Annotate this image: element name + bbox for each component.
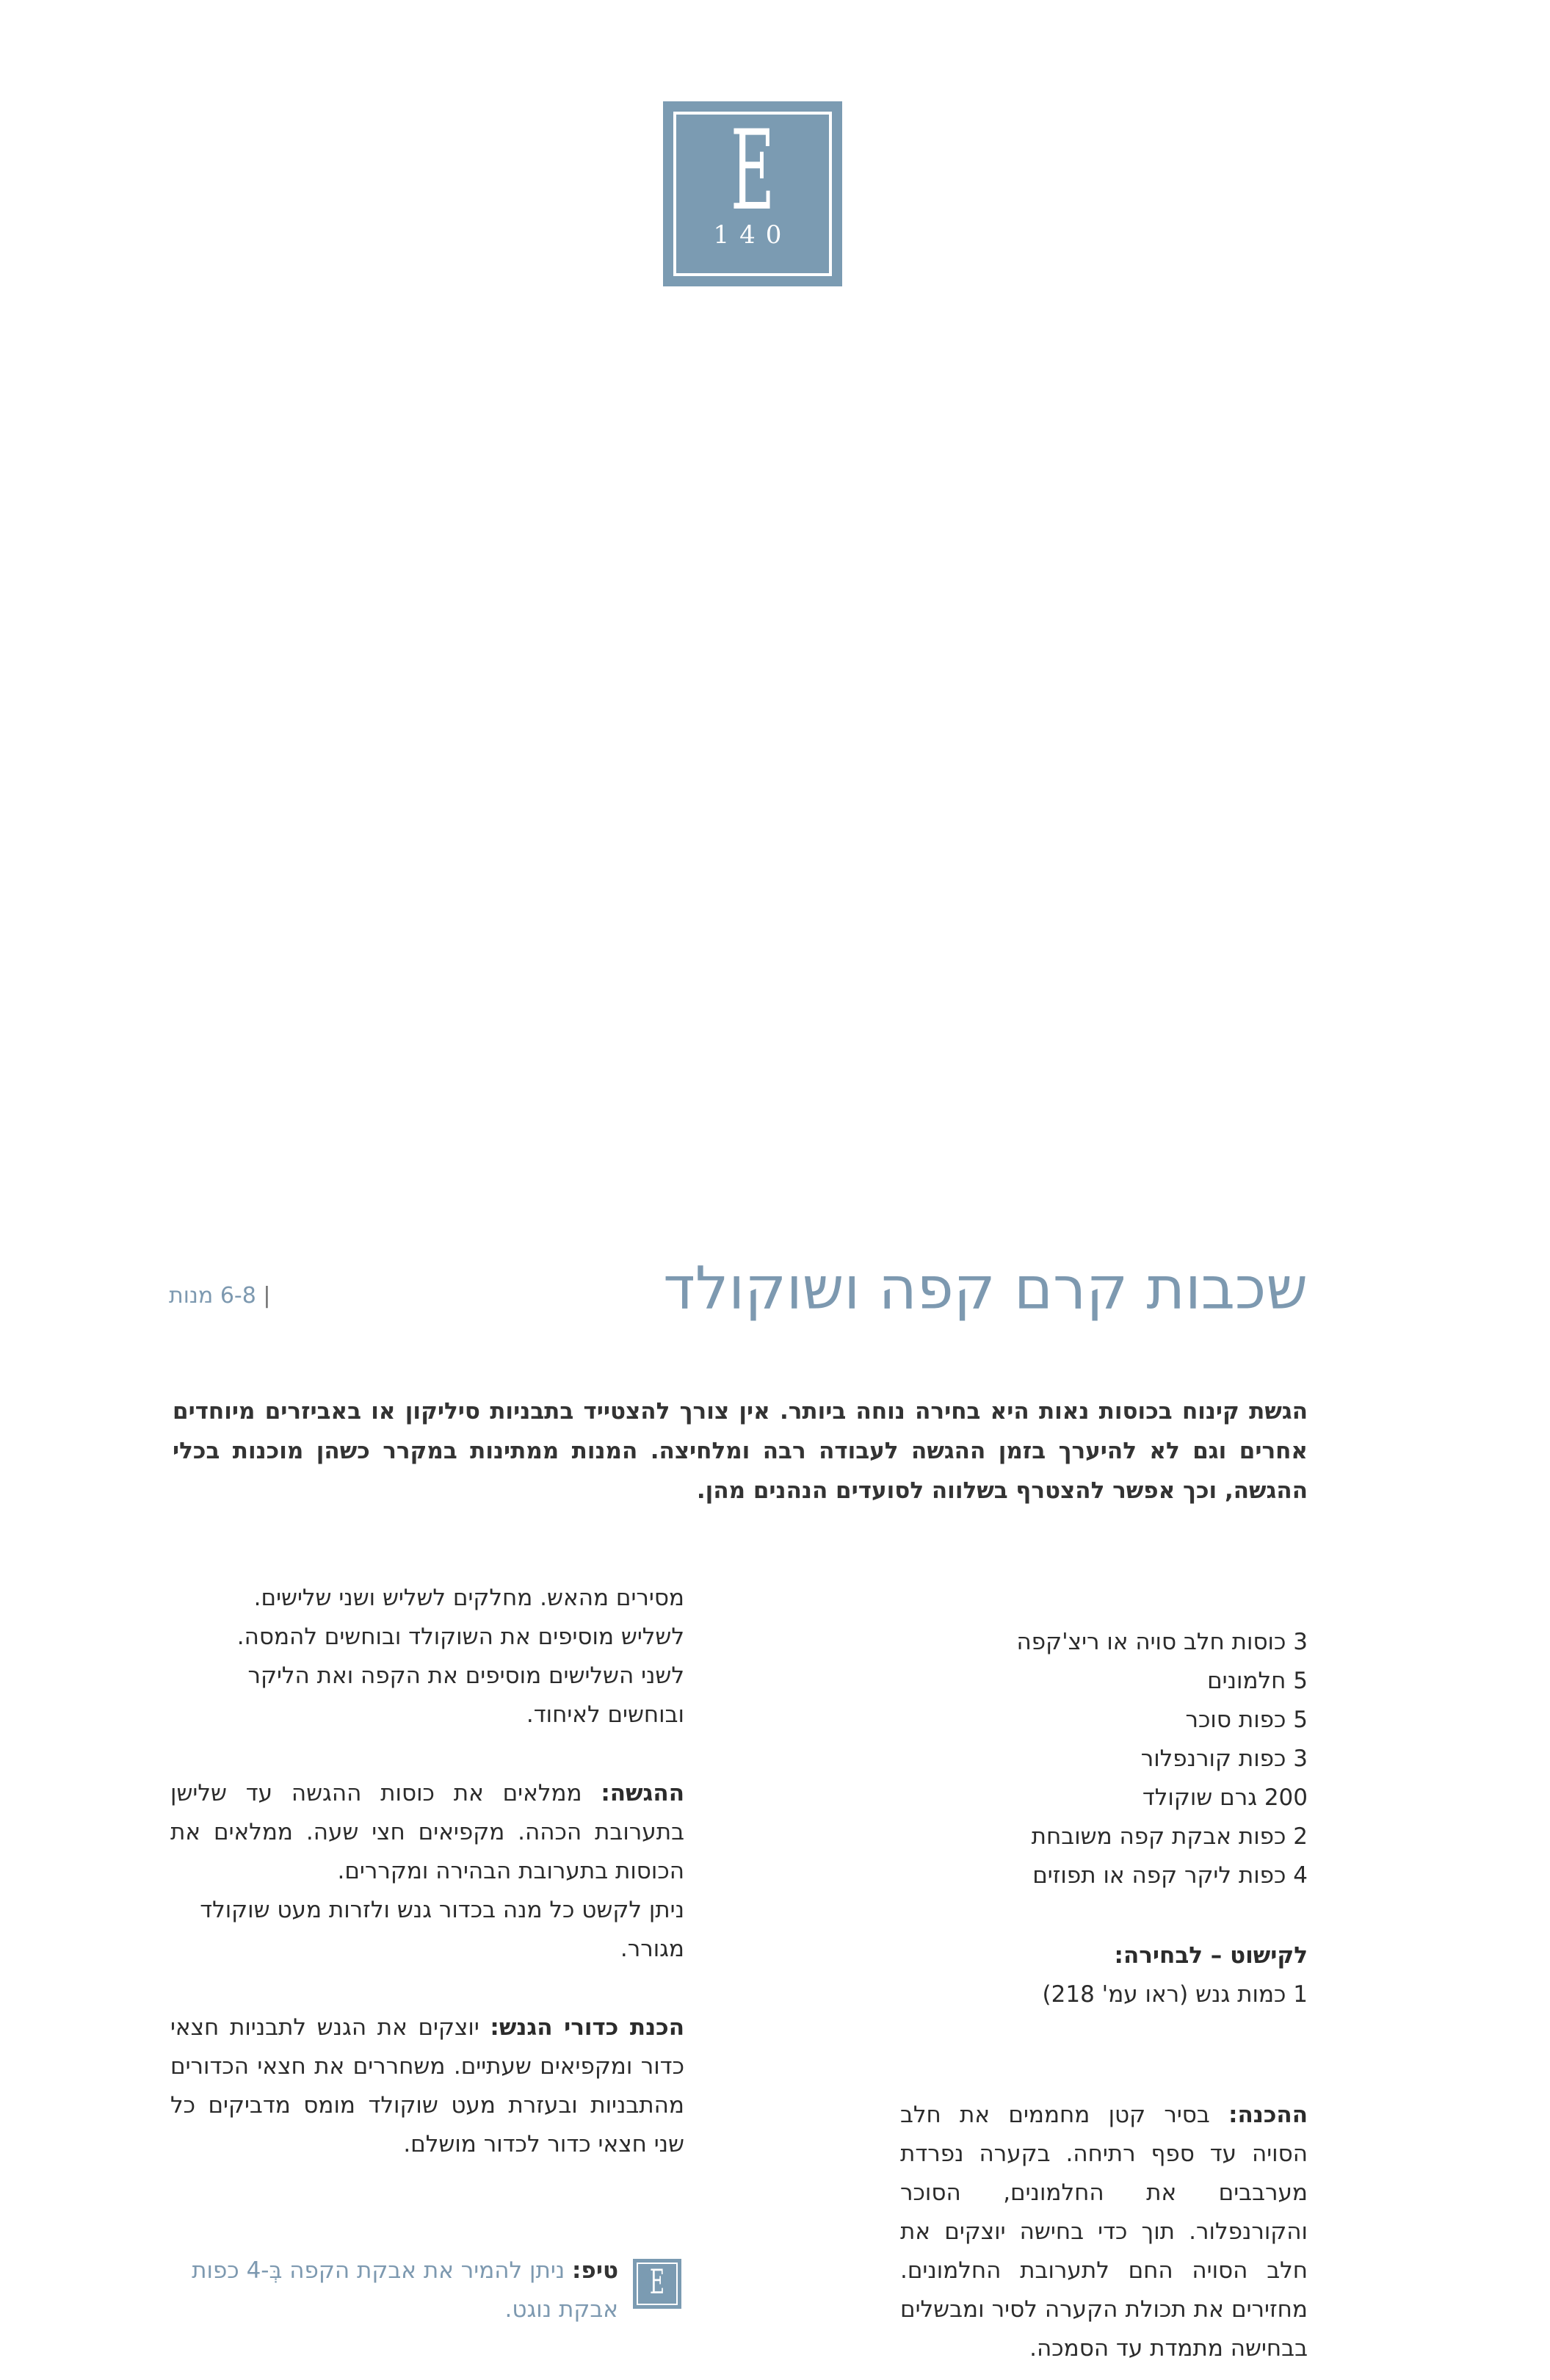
- ganache-balls-paragraph: [170, 2008, 684, 2164]
- step-line: לשליש מוסיפים את השוקולד ובוחשים להמסה.: [236, 1624, 684, 1650]
- ganache-balls-text: יוצקים את הגנש לתבניות חצאי כדור ומקפיאים שעתיים. משחררים את חצאי הכדורים מהתבניות ובעזרת מעט שוקולד מומס מדביקים כל שני חצאי כדור לכדור מושלם.: [170, 2014, 684, 2157]
- step-line: לשני השלישים מוסיפים את הקפה ואת הליקר: [247, 1663, 684, 1689]
- tip-badge-letter: E: [649, 2262, 665, 2301]
- ingredient-item: 2 כפות אבקת קפה משובחת: [1031, 1823, 1308, 1850]
- preparation-text: בסיר קטן מחממים את חלב הסויה עד ספף רתיחה. בקערה נפרדת מערבבים את החלמונים, הסוכר והקורנפלור. תוך כדי בחישה יוצקים את חלב הסויה החם לתערובת החלמונים. מחזירים את תכולת הקערה לסיר ומבשלים בבחישה מתמדת עד הסמכה.: [900, 2102, 1308, 2362]
- intro-paragraph: הגשת קינוח בכוסות נאות היא בחירה נוחה ביותר. אין צורך להצטייד בתבניות סיליקון או באביזרים מיוחדים אחרים וגם לא להיערך בזמן ההגשה לעבודה רבה ומלחיצה. המנות ממתינות במקרר כשהן מוכנות בכלי ההגשה, וכך אפשר להצטרף בשלווה לסועדים הנהנים מהן.: [173, 1398, 1308, 1504]
- recipe-title: שכבות קרם קפה ושוקולד: [663, 1254, 1308, 1323]
- garnish-item: 1 כמות גנש (ראו עמ' 218): [1042, 1981, 1308, 2008]
- serving-label: ההגשה:: [601, 1780, 684, 1806]
- separator-bar: |: [263, 1283, 271, 1309]
- preparation-label: ההכנה:: [1228, 2102, 1308, 2128]
- servings-label: [169, 1278, 463, 1314]
- preparation-paragraph: [900, 2096, 1308, 2368]
- serving-text: ממלאים את כוסות ההגשה עד שלישן בתערובת הכהה. מקפיאים חצי שעה. ממלאים את הכוסות בתערובת הבהירה ומקררים.: [170, 1780, 684, 1884]
- serving-note: ניתן לקשט כל מנה בכדור גנש ולזרות מעט שוקולד מגורר.: [200, 1897, 684, 1962]
- ingredient-item: 3 כוסות חלב סויה או ריצ'קפה: [1016, 1629, 1308, 1655]
- servings-text: 6-8 מנות: [169, 1283, 256, 1309]
- ingredient-item: 5 כפות סוכר: [1185, 1707, 1308, 1733]
- step-line: ובוחשים לאיחוד.: [526, 1701, 684, 1728]
- ingredient-item: 5 חלמונים: [1207, 1668, 1308, 1694]
- ingredient-item: 200 גרם שוקולד: [1142, 1784, 1308, 1811]
- ingredient-item: 4 כפות ליקר קפה או תפוזים: [1032, 1862, 1308, 1889]
- tip-label: טיפ:: [572, 2257, 618, 2284]
- page-number: 140: [713, 220, 792, 250]
- tip-text: [170, 2251, 618, 2329]
- ganache-balls-label: הכנת כדורי הגנש:: [490, 2014, 684, 2041]
- step-divide: [170, 1579, 684, 1735]
- logo-letter: E: [730, 107, 775, 235]
- garnish-heading: לקישוט – לבחירה:: [1114, 1942, 1308, 1969]
- serving-paragraph: [170, 1774, 684, 1891]
- step-line: מסירים מהאש. מחלקים לשליש ושני שלישים.: [253, 1585, 684, 1611]
- logo-badge: [663, 101, 842, 286]
- ingredient-item: 3 כפות קורנפלור: [1140, 1746, 1308, 1772]
- ingredients-list: [897, 1623, 1308, 1895]
- tip-badge-icon: [633, 2259, 681, 2309]
- tip-body: ניתן להמיר את אבקת הקפה בְּ-4 כפות אבקת נוגט.: [192, 2257, 618, 2323]
